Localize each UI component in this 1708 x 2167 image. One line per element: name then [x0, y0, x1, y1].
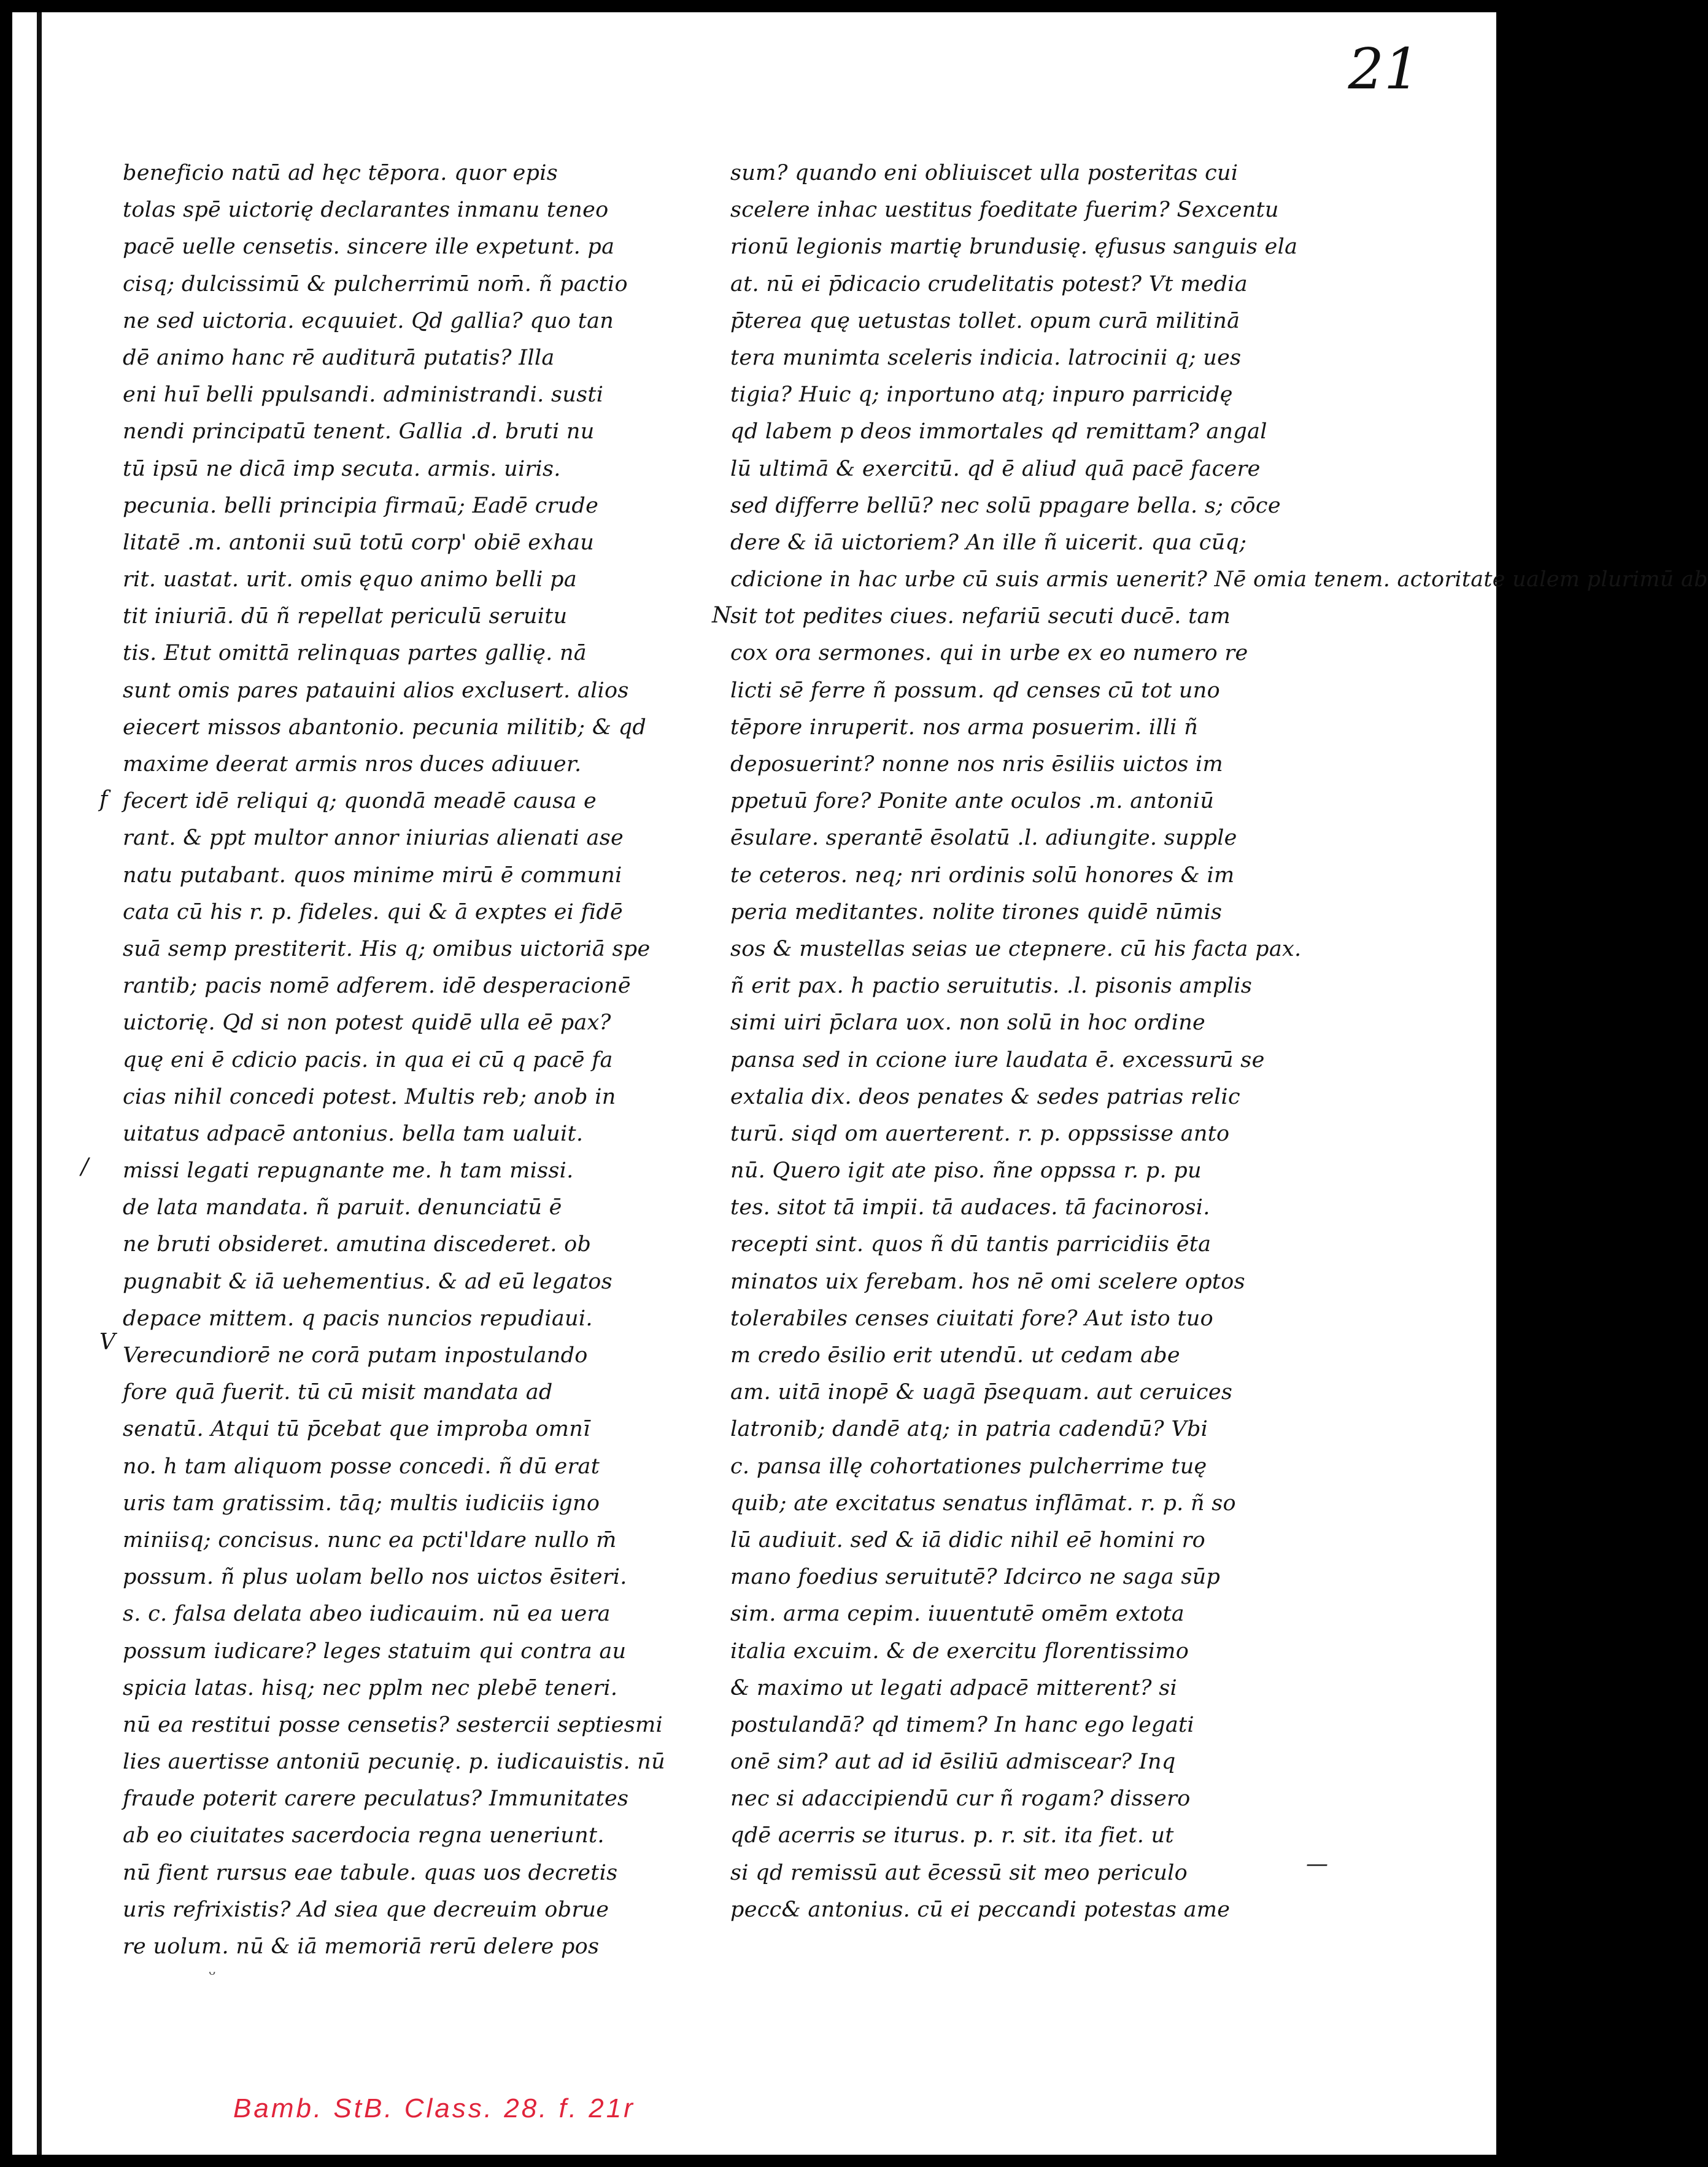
manuscript-line: recepti sint. quos ñ dū tantis parricidiis ēta [730, 1232, 1211, 1257]
manuscript-line: rant. & ppt multor annor iniurias alienati ase [123, 826, 624, 851]
manuscript-line: turū. siqd om auerterent. r. p. oppssisse anto [730, 1121, 1230, 1146]
manuscript-line: no. h tam aliquom posse concedi. ñ dū erat [123, 1454, 600, 1479]
margin-mark-dash: — [1306, 1851, 1328, 1877]
manuscript-line: simi uiri p̄clara uox. non solū in hoc ordine [730, 1010, 1206, 1036]
manuscript-line: ne sed uictoria. ecquuiet. Qd gallia? quo tan [123, 308, 614, 333]
manuscript-line: lies auertisse antoniū pecunię. p. iudicauistis. nū [123, 1750, 665, 1775]
manuscript-line: si qd remissū aut ēcessū sit meo periculo [730, 1860, 1188, 1885]
manuscript-line: extalia dix. deos penates & sedes patrias relic [730, 1084, 1240, 1109]
manuscript-line: quę eni ē cdicio pacis. in qua ei cū q pacē fa [123, 1047, 613, 1072]
manuscript-line: rit. uastat. urit. omis ęquo animo belli pa [123, 567, 578, 592]
manuscript-line: fecert idē reliqui q; quondā meadē causa e [123, 789, 597, 814]
manuscript-line: beneficio natū ad hęc tēpora. quor epis [123, 161, 558, 185]
manuscript-line: tes. sitot tā impii. tā audaces. tā facinorosi. [730, 1195, 1210, 1220]
manuscript-line: maxime deerat armis nros duces adiuuer. [123, 752, 582, 777]
page-edge-rule [37, 12, 42, 2155]
manuscript-line: mano foedius seruitutē? Idcirco ne saga sūp [730, 1565, 1221, 1590]
manuscript-line: cisq; dulcissimū & pulcherrimū nom̄. ñ pactio [123, 271, 628, 297]
manuscript-line: dere & iā uictoriem? An ille ñ uicerit. qua cūq; [730, 530, 1247, 555]
manuscript-line: ñ erit pax. h pactio seruitutis. .l. pisonis amplis [730, 974, 1253, 999]
manuscript-line: m credo ēsilio erit utendū. ut cedam abe [730, 1343, 1180, 1368]
manuscript-line: nū ea restitui posse censetis? sestercii septiesmi [123, 1712, 663, 1737]
library-shelfmark: Bamb. StB. Class. 28. f. 21r [233, 2093, 635, 2123]
manuscript-line: cias nihil concedi potest. Multis reb; anob in [123, 1084, 616, 1109]
manuscript-line: at. nū ei p̄dicacio crudelitatis potest? Vt media [730, 271, 1248, 297]
manuscript-line: sit tot pedites ciues. nefariū secuti ducē. tam [730, 604, 1231, 629]
manuscript-line: uris tam gratissim. tāq; multis iudiciis igno [123, 1491, 600, 1516]
manuscript-line: pecunia. belli principia firmaū; Eadē crude [123, 493, 599, 518]
manuscript-line: re uolum. nū & iā memoriā rerū delere pos [123, 1934, 600, 1959]
manuscript-line: lū audiuit. sed & iā didic nihil eē homini ro [730, 1527, 1206, 1553]
manuscript-line: nū. Quero igit ate piso. ñne oppssa r. p. pu [730, 1158, 1202, 1184]
manuscript-line: deposuerint? nonne nos nris ēsiliis uictos im [730, 752, 1223, 777]
manuscript-line: Verecundiorē ne corā putam inpostulando [123, 1343, 588, 1368]
manuscript-line: postulandā? qd timem? In hanc ego legati [730, 1712, 1194, 1737]
manuscript-line: possum iudicare? leges statuim qui contra au [123, 1638, 627, 1664]
manuscript-line: onē sim? aut ad id ēsiliū admiscear? Inq [730, 1750, 1176, 1775]
manuscript-line: miniisq; concisus. nunc ea pcti'ldare nullo m̄ [123, 1527, 617, 1553]
manuscript-page [12, 12, 1708, 2155]
manuscript-line: tolerabiles censes ciuitati fore? Aut isto tuo [730, 1306, 1213, 1331]
manuscript-line: minatos uix ferebam. hos nē omi scelere optos [730, 1269, 1245, 1294]
manuscript-line: te ceteros. neq; nri ordinis solū honores & im [730, 863, 1235, 888]
manuscript-line: pacē uelle censetis. sincere ille expetunt. pa [123, 235, 615, 260]
manuscript-line: c. pansa illę cohortationes pulcherrime tuę [730, 1454, 1207, 1479]
manuscript-line: latronib; dandē atq; in patria cadendū? Vbi [730, 1417, 1208, 1442]
folio-number: 21 [1348, 36, 1420, 102]
margin-initial-v: V [99, 1330, 115, 1355]
manuscript-line: sed differre bellū? nec solū ppagare bella. s; cōce [730, 493, 1281, 518]
manuscript-line: fraude poterit carere peculatus? Immunitates [123, 1786, 629, 1812]
margin-mark-slash: / [81, 1154, 89, 1179]
right-text-column [730, 155, 1708, 1928]
manuscript-line: cata cū his r. p. fideles. qui & ā exptes ei fidē [123, 899, 624, 925]
manuscript-line: sum? quando eni obliuiscet ulla posteritas cui [730, 161, 1238, 185]
manuscript-line: eiecert missos abantonio. pecunia militib; & qd [123, 715, 647, 740]
manuscript-line: licti sē ferre ñ possum. qd censes cū tot uno [730, 678, 1220, 703]
manuscript-line: depace mittem. q pacis nuncios repudiaui. [123, 1306, 593, 1331]
manuscript-line: nendi principatū tenent. Gallia .d. bruti nu [123, 419, 595, 444]
manuscript-line: scelere inhac uestitus foeditate fuerim? Sexcentu [730, 198, 1279, 223]
left-text-column [123, 155, 694, 1965]
manuscript-line: natu putabant. quos minime mirū ē communi [123, 863, 622, 888]
manuscript-line: tigia? Huic q; inportuno atq; inpuro parricidę [730, 382, 1233, 408]
manuscript-line: de lata mandata. ñ paruit. denunciatū ē [123, 1195, 562, 1220]
manuscript-line: s. c. falsa delata abeo iudicauim. nū ea uera [123, 1602, 611, 1627]
manuscript-line: p̄terea quę uetustas tollet. opum curā militinā [730, 308, 1240, 333]
manuscript-line: litatē .m. antonii suū totū corp' obiē exhau [123, 530, 595, 555]
manuscript-line: sos & mustellas seias ue ctepnere. cū his facta pax. [730, 936, 1302, 961]
manuscript-line: dē animo hanc rē auditurā putatis? Illa [123, 345, 555, 370]
margin-initial-f: f [99, 787, 108, 812]
manuscript-line: peria meditantes. nolite tirones quidē nūmis [730, 899, 1223, 925]
manuscript-line: lū ultimā & exercitū. qd ē aliud quā pacē facere [730, 456, 1261, 481]
manuscript-line: uictorię. Qd si non potest quidē ulla eē pax? [123, 1010, 611, 1036]
manuscript-line: qd labem p deos immortales qd remittam? angal [730, 419, 1267, 444]
manuscript-line: ppetuū fore? Ponite ante oculos .m. antoniū [730, 789, 1215, 814]
manuscript-line: qdē acerris se iturus. p. r. sit. ita fiet. ut [730, 1823, 1174, 1848]
manuscript-line: pugnabit & iā uehementius. & ad eū legatos [123, 1269, 612, 1294]
manuscript-line: sunt omis pares patauini alios exclusert. alios [123, 678, 629, 703]
manuscript-line: nū fient rursus eae tabule. quas uos decretis [123, 1860, 618, 1885]
manuscript-line: tolas spē uictorię declarantes inmanu teneo [123, 198, 609, 223]
margin-initial-n: N [712, 603, 732, 628]
manuscript-line: pansa sed in ccione iure laudata ē. excessurū se [730, 1047, 1265, 1072]
manuscript-line: ne bruti obsideret. amutina discederet. ob [123, 1232, 592, 1257]
manuscript-line: cox ora sermones. qui in urbe ex eo numero re [730, 641, 1248, 666]
manuscript-line: quib; ate excitatus senatus inflāmat. r. p. ñ so [730, 1491, 1236, 1516]
manuscript-line: nec si adaccipiendū cur ñ rogam? dissero [730, 1786, 1191, 1812]
manuscript-line: possum. ñ plus uolam bello nos uictos ēsiteri. [123, 1565, 627, 1590]
manuscript-line: am. uitā inopē & uagā p̄sequam. aut ceruices [730, 1380, 1233, 1405]
manuscript-line: & maximo ut legati adpacē mitterent? si [730, 1675, 1177, 1700]
manuscript-line: tera munimta sceleris indicia. latrocinii q; ues [730, 345, 1242, 370]
manuscript-line: tit iniuriā. dū ñ repellat periculū seruitu [123, 604, 568, 629]
manuscript-line: ēsulare. sperantē ēsolatū .l. adiungite. supple [730, 826, 1237, 851]
stray-ink-mark: ᵕ [209, 1964, 216, 1986]
manuscript-line: eni huī belli ppulsandi. administrandi. susti [123, 382, 604, 408]
manuscript-line: italia excuim. & de exercitu florentissimo [730, 1638, 1189, 1664]
manuscript-line: rantib; pacis nomē adferem. idē desperacionē [123, 974, 631, 999]
manuscript-line: spicia latas. hisq; nec pplm nec plebē teneri. [123, 1675, 618, 1700]
manuscript-line: tēpore inruperit. nos arma posuerim. illi ñ [730, 715, 1199, 740]
manuscript-line: missi legati repugnante me. h tam missi. [123, 1158, 574, 1184]
manuscript-line: tis. Etut omittā relinquas partes gallię. nā [123, 641, 587, 666]
manuscript-line: rionū legionis martię brundusię. ęfusus sanguis ela [730, 235, 1298, 260]
manuscript-line: tū ipsū ne dicā imp secuta. armis. uiris. [123, 456, 561, 481]
manuscript-line: cdicione in hac urbe cū suis armis uenerit? Nē omia tenem. actoritate ualem plurimū ab [730, 567, 1708, 592]
manuscript-line: sim. arma cepim. iuuentutē omēm extota [730, 1602, 1184, 1627]
manuscript-line: uitatus adpacē antonius. bella tam ualuit. [123, 1121, 584, 1146]
manuscript-line: ab eo ciuitates sacerdocia regna ueneriunt. [123, 1823, 605, 1848]
manuscript-line: pecc& antonius. cū ei peccandi potestas ame [730, 1897, 1231, 1922]
manuscript-line: suā semp prestiterit. His q; omibus uictoriā spe [123, 936, 651, 961]
manuscript-line: senatū. Atqui tū p̄cebat que improba omnī [123, 1417, 590, 1442]
manuscript-line: uris refrixistis? Ad siea que decreuim obrue [123, 1897, 609, 1922]
manuscript-line: fore quā fuerit. tū cū misit mandata ad [123, 1380, 553, 1405]
